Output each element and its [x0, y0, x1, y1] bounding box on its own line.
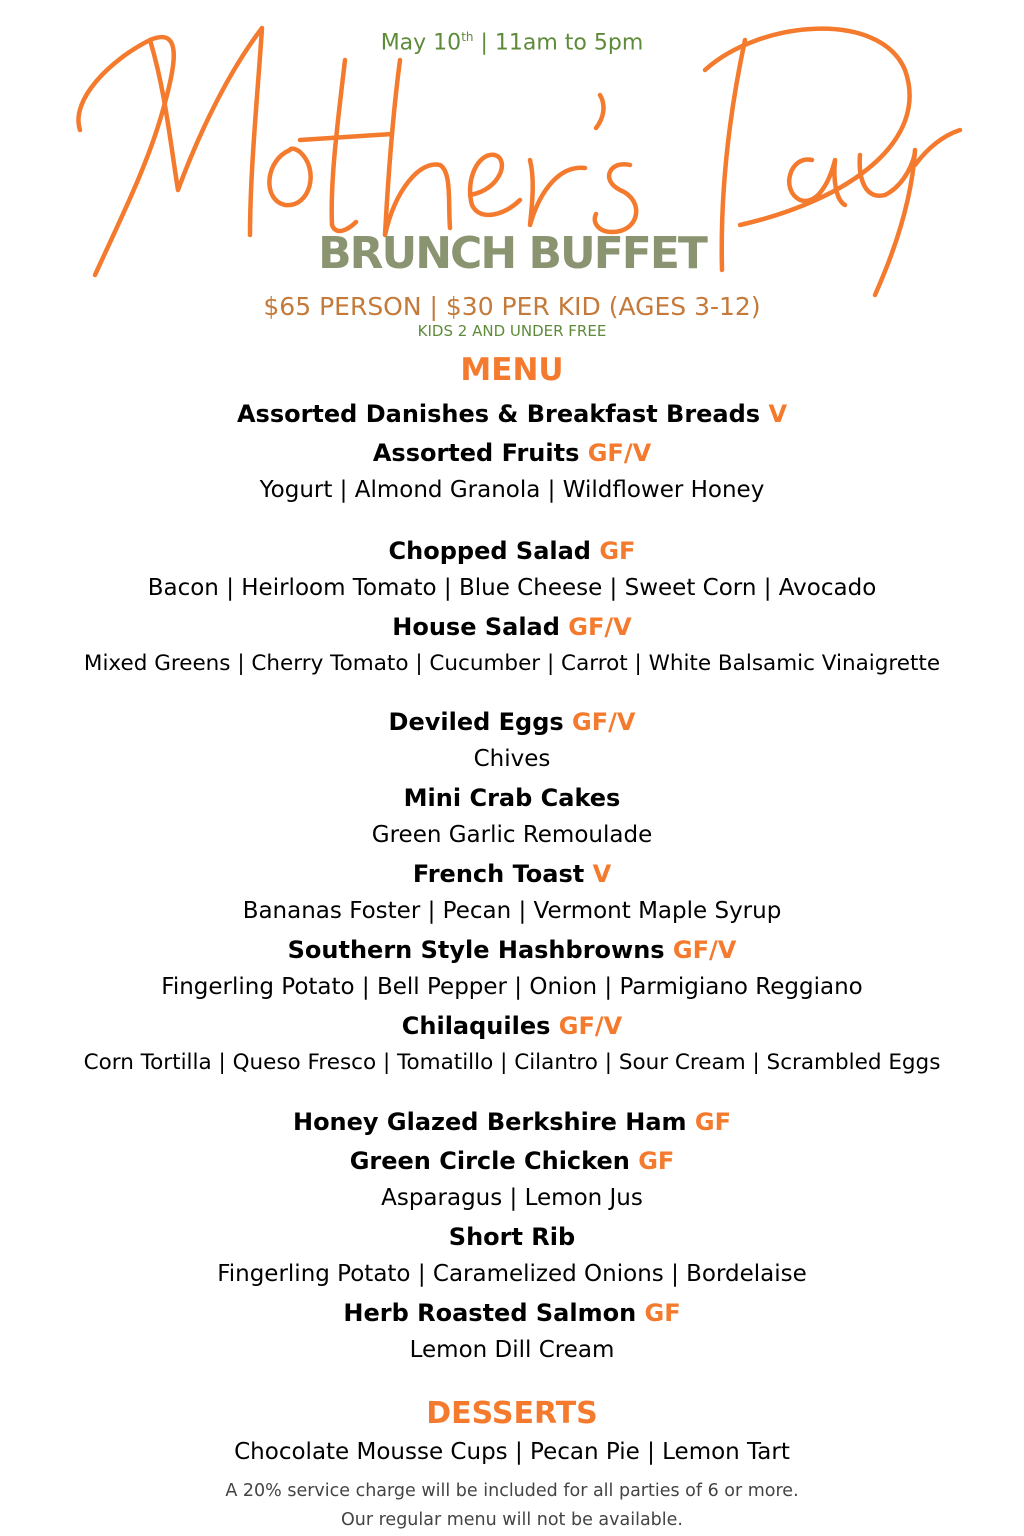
menu-item: Assorted Danishes & Breakfast Breads V	[236, 400, 788, 428]
menu-item: Green Circle Chicken GF	[349, 1147, 675, 1175]
menu-item: Herb Roasted Salmon GF	[343, 1299, 681, 1327]
menu-item: Chopped Salad GF	[388, 537, 636, 565]
menu-item-description: Lemon Dill Cream	[409, 1337, 615, 1363]
date-suffix: th	[461, 30, 474, 44]
menu-item: Assorted Fruits GF/V	[372, 439, 652, 467]
desserts-list: Chocolate Mousse Cups | Pecan Pie | Lemon Tart	[234, 1439, 790, 1465]
kids-free-note: KIDS 2 AND UNDER FREE	[417, 322, 607, 340]
menu-item-description: Chives	[473, 746, 551, 772]
menu-item: Southern Style Hashbrowns GF/V	[287, 936, 737, 964]
menu-item: Honey Glazed Berkshire Ham GF	[292, 1108, 731, 1136]
regular-menu-note: Our regular menu will not be available.	[341, 1510, 683, 1530]
desserts-heading: DESSERTS	[426, 1396, 598, 1431]
menu-item-description: Mixed Greens | Cherry Tomato | Cucumber | Carrot | White Balsamic Vinaigrette	[83, 651, 941, 676]
menu-item-description: Corn Tortilla | Queso Fresco | Tomatillo | Cilantro | Sour Cream | Scrambled Eggs	[83, 1050, 941, 1075]
event-date-time	[0, 30, 1024, 55]
menu-item: French Toast V	[412, 860, 612, 888]
menu-item: Short Rib	[448, 1223, 576, 1251]
date-day: May 10	[380, 30, 462, 56]
menu-item: House Salad GF/V	[392, 613, 632, 641]
menu-item-description: Bacon | Heirloom Tomato | Blue Cheese | Sweet Corn | Avocado	[147, 575, 877, 601]
price-line: $65 PERSON | $30 PER KID (AGES 3-12)	[263, 292, 761, 321]
menu-item: Chilaquiles GF/V	[401, 1012, 623, 1040]
brunch-buffet-subtitle: BRUNCH BUFFET	[318, 228, 706, 279]
event-time: | 11am to 5pm	[473, 30, 644, 56]
menu-item-description: Bananas Foster | Pecan | Vermont Maple Syrup	[242, 898, 782, 924]
menu-item-description: Fingerling Potato | Caramelized Onions | Bordelaise	[217, 1261, 807, 1287]
service-charge-note: A 20% service charge will be included for all parties of 6 or more.	[225, 1481, 799, 1501]
menu-item: Mini Crab Cakes	[403, 784, 621, 812]
menu-item-description: Asparagus | Lemon Jus	[381, 1185, 643, 1211]
menu-item: Deviled Eggs GF/V	[388, 708, 636, 736]
menu-item-description: Green Garlic Remoulade	[371, 822, 653, 848]
menu-item-description: Yogurt | Almond Granola | Wildflower Honey	[259, 477, 765, 503]
menu-item-description: Fingerling Potato | Bell Pepper | Onion | Parmigiano Reggiano	[161, 974, 863, 1000]
menu-heading: MENU	[460, 352, 564, 388]
